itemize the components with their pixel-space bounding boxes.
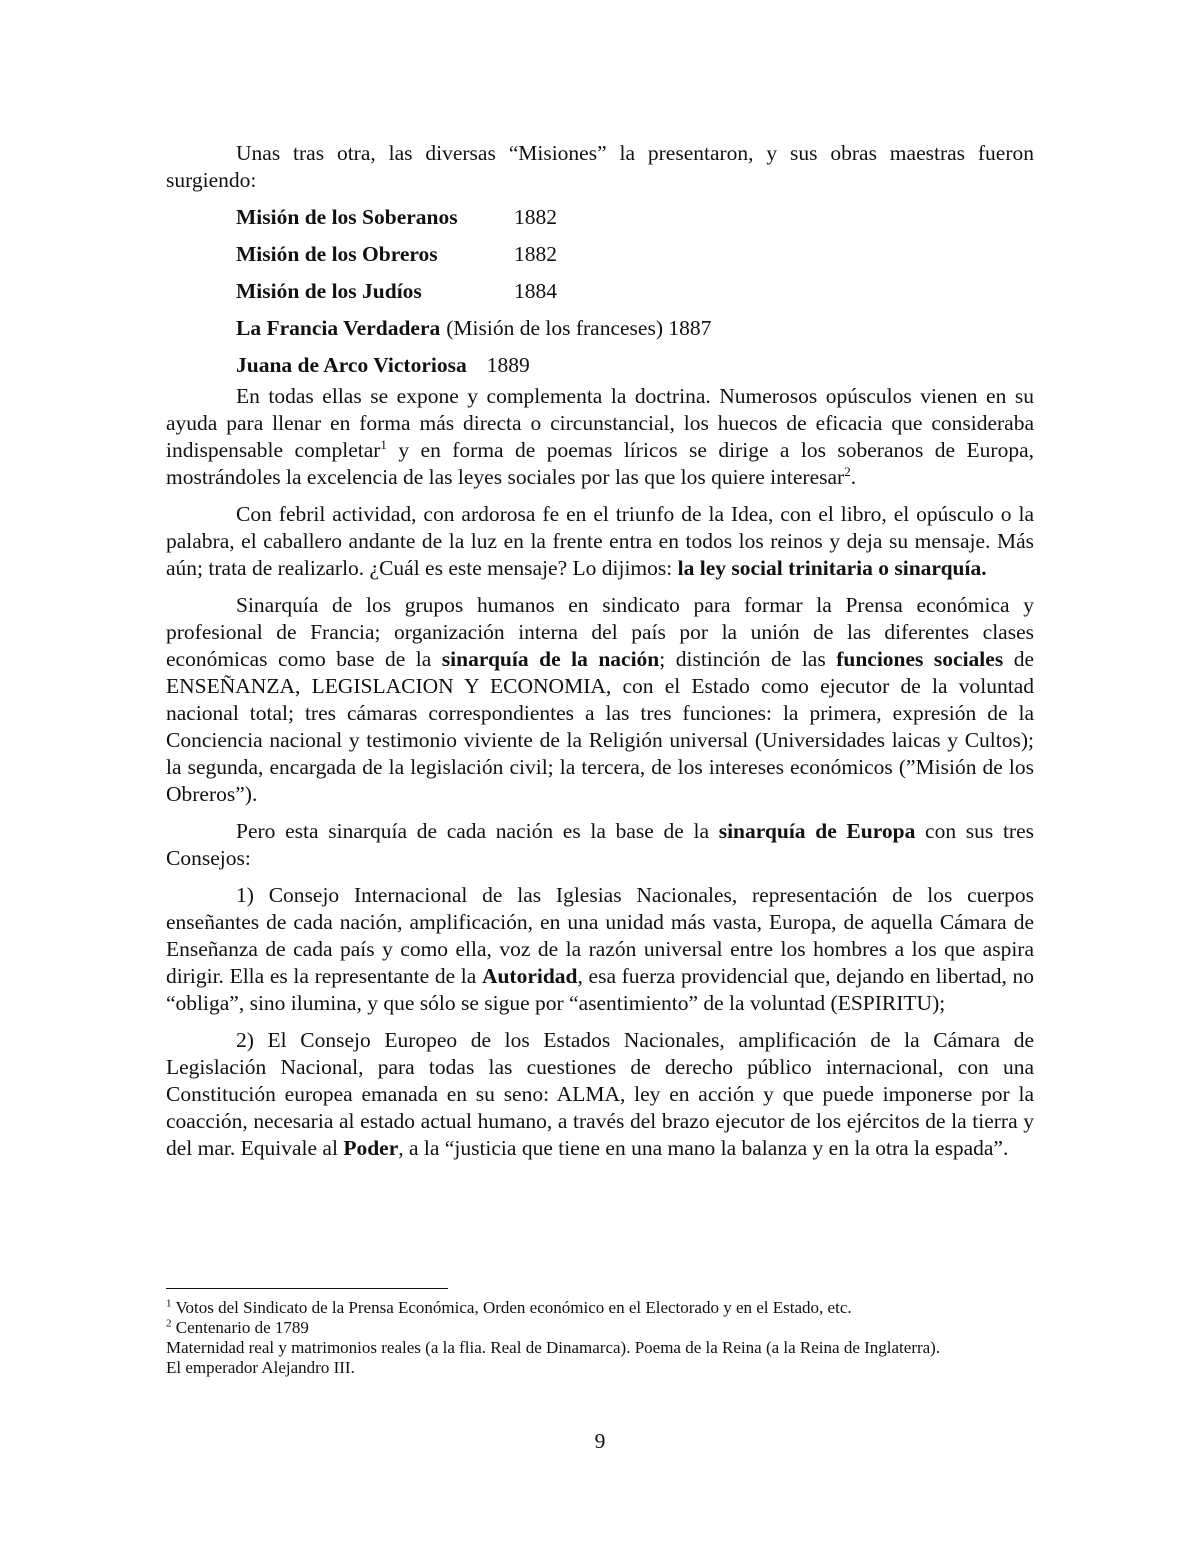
work-item xyxy=(236,315,1034,342)
work-year: 1884 xyxy=(514,279,557,303)
work-title: Misión de los Judíos xyxy=(236,279,422,303)
page-body xyxy=(166,140,1034,1162)
footnote-ref-2[interactable]: 2 xyxy=(844,463,851,479)
paragraph-message: Con febril actividad, con ardorosa fe en el triunfo de la Idea, con el libro, el opúsculo o la palabra, el caballero andante de la luz en la frente entra en todos los reinos y deja su mensaje. Más aún; trata de realizarlo. ¿Cuál es este mensaje? Lo dijimos: la ley social trinitaria o sinarquía. xyxy=(166,502,1034,580)
work-item xyxy=(236,204,1034,231)
footnote-divider xyxy=(166,1288,448,1289)
footnotes xyxy=(166,1298,1034,1378)
work-title: Misión de los Obreros xyxy=(236,242,438,266)
footnote-2-cont: Maternidad real y matrimonios reales (a la flia. Real de Dinamarca). Poema de la Reina (a la Reina de Inglaterra). xyxy=(166,1338,941,1357)
intro-paragraph: Unas tras otra, las diversas “Misiones” la presentaron, y sus obras maestras fueron surgiendo: xyxy=(166,141,1034,192)
work-title: Misión de los Soberanos xyxy=(236,205,458,229)
work-year: 1882 xyxy=(514,205,557,229)
footnote-2: $^2$ Centenario de 1789 xyxy=(166,1317,309,1337)
paragraph-synarchy-europe: Pero esta sinarquía de cada nación es la base de la sinarquía de Europa con sus tres Consejos: xyxy=(166,819,1034,870)
works-list xyxy=(236,204,1034,379)
work-item xyxy=(236,352,1034,379)
paragraph-council-2: 2) El Consejo Europeo de los Estados Nacionales, amplificación de la Cámara de Legislación Nacional, para todas las cuestiones de derecho público internacional, con una Constitución europea emanada en su seno: ALMA, ley en acción y que puede imponerse por la coacción, necesaria al estado actual humano, a través del brazo ejecutor de los ejércitos de la tierra y del mar. Equivale al Poder, a la “justicia que tiene en una mano la balanza y en la otra la espada”. xyxy=(166,1028,1034,1160)
work-year: 1882 xyxy=(514,242,557,266)
work-item xyxy=(236,241,1034,268)
work-subtitle: (Misión de los franceses) xyxy=(446,316,663,340)
work-title: Juana de Arco Victoriosa xyxy=(236,353,467,377)
work-year: 1889 xyxy=(486,353,530,377)
footnote-1: $^1$ Votos del Sindicato de la Prensa Económica, Orden económico en el Electorado y en el Estado, etc. xyxy=(166,1297,852,1317)
footnote-ref-1[interactable]: 1 xyxy=(380,436,387,452)
page-number: 9 xyxy=(594,1429,606,1453)
work-item xyxy=(236,278,1034,305)
paragraph-council-1: 1) Consejo Internacional de las Iglesias Nacionales, representación de los cuerpos enseñantes de cada nación, amplificación, en una unidad más vasta, Europa, de aquella Cámara de Enseñanza de cada país y como ella, voz de la razón universal entre los hombres a los que aspira dirigir. Ella es la representante de la Autoridad, esa fuerza providencial que, dejando en libertad, no “obliga”, sino ilumina, y que sólo se sigue por “asentimiento” de la voluntad (ESPIRITU); xyxy=(166,883,1034,1015)
footnote-2-cont-2: El emperador Alejandro III. xyxy=(166,1358,355,1377)
work-title: La Francia Verdadera xyxy=(236,316,441,340)
paragraph-synarchy-nation: Sinarquía de los grupos humanos en sindicato para formar la Prensa económica y profesional de Francia; organización interna del país por la unión de las diferentes clases económicas como base de la sinarquía de la nación; distinción de las funciones sociales de ENSEÑANZA, LEGISLACION Y ECONOMIA, con el Estado como ejecutor de la voluntad nacional total; tres cámaras correspondientes a las tres funciones: la primera, expresión de la Conciencia nacional y testimonio viviente de la Religión universal (Universidades laicas y Cultos); la segunda, encargada de la legislación civil; la tercera, de los intereses económicos (”Misión de los Obreros”). xyxy=(166,593,1034,806)
paragraph-doctrine: En todas ellas se expone y complementa la doctrina. Numerosos opúsculos vienen en su ayuda para llenar en forma más directa o circunstancial, los huecos de eficacia que consideraba indispensable completar$^1$ y en forma de poemas líricos se dirige a los soberanos de Europa, mostrándoles la excelencia de las leyes sociales por las que los quiere interesar$^2$. xyxy=(166,384,1034,489)
work-year: 1887 xyxy=(668,316,712,340)
